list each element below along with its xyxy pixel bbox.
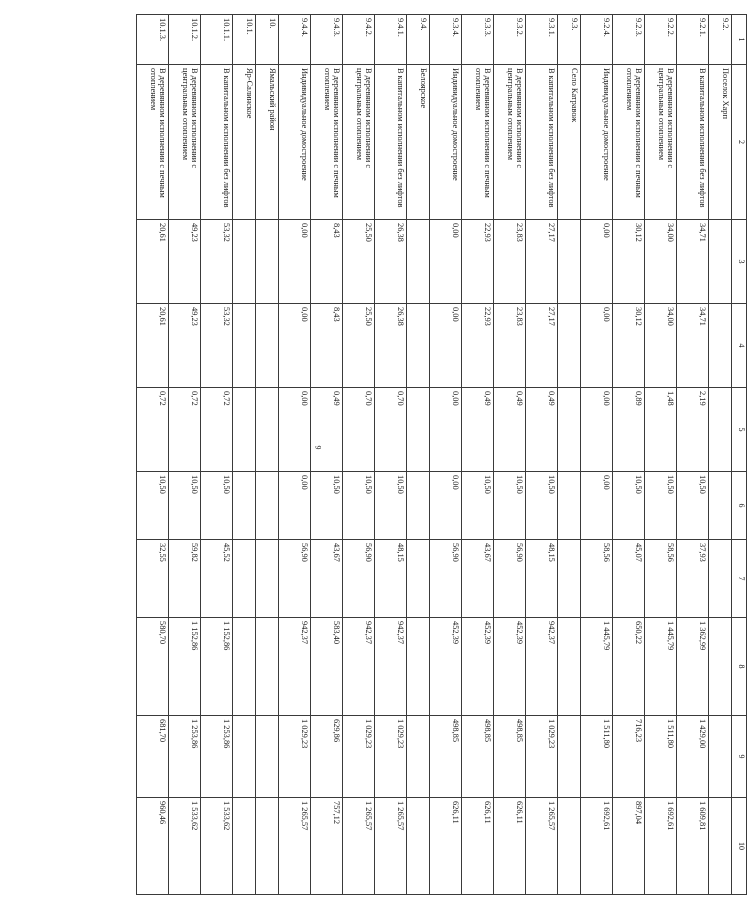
cell-col-8: 452,39 <box>462 618 494 716</box>
row-code: 9.3. <box>558 15 581 65</box>
cell-col-10: 626,11 <box>430 798 462 895</box>
cell-col-8: 942,37 <box>279 618 311 716</box>
cell-col-8: 452,39 <box>494 618 526 716</box>
cell-col-9: 1 029,23 <box>279 716 311 798</box>
table-row <box>256 15 279 895</box>
cell-col-9 <box>709 716 732 798</box>
cell-col-9 <box>256 716 279 798</box>
cell-col-4 <box>233 304 256 388</box>
cell-col-6: 0,00 <box>581 472 613 540</box>
cell-col-6: 10,50 <box>462 472 494 540</box>
cell-col-4: 0,00 <box>581 304 613 388</box>
cell-col-8: 583,40 <box>311 618 343 716</box>
row-name: Белоярское <box>407 65 430 220</box>
cell-col-10: 1 265,57 <box>279 798 311 895</box>
cell-col-7: 37,93 <box>677 540 709 618</box>
row-name: В капитальном исполнении без лифтов <box>375 65 407 220</box>
row-name: Индивидуальное домостроение <box>581 65 613 220</box>
cell-col-4: 53,32 <box>201 304 233 388</box>
cell-col-6: 10,50 <box>311 472 343 540</box>
cell-col-7 <box>256 540 279 618</box>
cell-col-4 <box>407 304 430 388</box>
rotated-table-frame <box>59 14 747 894</box>
cell-col-7: 32,55 <box>137 540 169 618</box>
cell-col-3: 49,23 <box>169 220 201 304</box>
cell-col-4: 27,17 <box>526 304 558 388</box>
cell-col-9: 681,70 <box>137 716 169 798</box>
cell-col-5: 0,49 <box>462 388 494 472</box>
row-code: 9.3.3. <box>462 15 494 65</box>
cell-col-8 <box>233 618 256 716</box>
cell-col-4: 49,23 <box>169 304 201 388</box>
row-name: Индивидуальное домостроение <box>430 65 462 220</box>
cell-col-10: 1 533,62 <box>201 798 233 895</box>
cell-col-3: 0,00 <box>581 220 613 304</box>
cell-col-4: 0,00 <box>430 304 462 388</box>
column-header-3: 3 <box>732 220 747 304</box>
cell-col-7: 43,67 <box>462 540 494 618</box>
cell-col-5: 0,49 <box>311 388 343 472</box>
table-row <box>558 15 581 895</box>
cell-col-7: 43,67 <box>311 540 343 618</box>
cell-col-6 <box>233 472 256 540</box>
cell-col-10: 897,04 <box>613 798 645 895</box>
table-row <box>169 15 201 895</box>
cell-col-9: 498,85 <box>430 716 462 798</box>
cell-col-7: 56,90 <box>494 540 526 618</box>
cell-col-10: 1 265,57 <box>343 798 375 895</box>
cell-col-6: 10,50 <box>645 472 677 540</box>
cell-col-5 <box>256 388 279 472</box>
cell-col-5: 0,49 <box>526 388 558 472</box>
row-code: 9.3.4. <box>430 15 462 65</box>
cell-col-6: 10,50 <box>343 472 375 540</box>
cell-col-5: 0,00 <box>430 388 462 472</box>
cell-col-10: 960,46 <box>137 798 169 895</box>
table-wrapper <box>59 14 747 894</box>
column-header-6: 6 <box>732 472 747 540</box>
cell-col-8: 1 152,86 <box>201 618 233 716</box>
row-name: В капитальном исполнении без лифтов <box>526 65 558 220</box>
row-code: 9.4.3. <box>311 15 343 65</box>
cell-col-9: 1 253,86 <box>169 716 201 798</box>
row-code: 9.3.1. <box>526 15 558 65</box>
column-header-1: 1 <box>732 15 747 65</box>
cell-col-10: 757,12 <box>311 798 343 895</box>
cell-col-5: 0,72 <box>169 388 201 472</box>
cell-col-7: 48,15 <box>375 540 407 618</box>
cell-col-9 <box>558 716 581 798</box>
cell-col-7: 58,56 <box>581 540 613 618</box>
cell-col-6: 10,50 <box>375 472 407 540</box>
row-code: 9.2.2. <box>645 15 677 65</box>
row-code: 9.4. <box>407 15 430 65</box>
cell-col-8: 942,37 <box>375 618 407 716</box>
cell-col-4: 20,61 <box>137 304 169 388</box>
cell-col-8: 650,22 <box>613 618 645 716</box>
cell-col-5: 0,72 <box>201 388 233 472</box>
row-name: Село Катравож <box>558 65 581 220</box>
row-code: 9.3.2. <box>494 15 526 65</box>
cell-col-3: 30,12 <box>613 220 645 304</box>
column-header-2: 2 <box>732 65 747 220</box>
cell-col-10: 626,11 <box>494 798 526 895</box>
row-name: Ямальский район <box>256 65 279 220</box>
cell-col-7: 56,90 <box>430 540 462 618</box>
table-row <box>462 15 494 895</box>
cell-col-8: 942,37 <box>526 618 558 716</box>
cell-col-4: 25,50 <box>343 304 375 388</box>
table-row <box>613 15 645 895</box>
table-row <box>709 15 732 895</box>
cell-col-4 <box>709 304 732 388</box>
cell-col-3 <box>407 220 430 304</box>
cell-col-6 <box>407 472 430 540</box>
cell-col-10: 1 265,57 <box>375 798 407 895</box>
cell-col-8: 452,39 <box>430 618 462 716</box>
row-code: 10.1.1. <box>201 15 233 65</box>
row-name: В деревянном исполнении с центральным отоплением <box>169 65 201 220</box>
cell-col-8: 942,37 <box>343 618 375 716</box>
table-row <box>279 15 311 895</box>
page-number: 9 <box>313 445 323 450</box>
cell-col-4: 8,43 <box>311 304 343 388</box>
cell-col-4: 34,71 <box>677 304 709 388</box>
cell-col-3: 20,61 <box>137 220 169 304</box>
row-name: Поселок Харп <box>709 65 732 220</box>
cell-col-10 <box>256 798 279 895</box>
tariff-table <box>136 14 747 895</box>
cell-col-4: 26,38 <box>375 304 407 388</box>
cell-col-5: 0,70 <box>375 388 407 472</box>
table-row <box>407 15 430 895</box>
cell-col-3 <box>709 220 732 304</box>
table-row <box>677 15 709 895</box>
cell-col-7 <box>558 540 581 618</box>
cell-col-9: 1 511,80 <box>581 716 613 798</box>
table-row <box>375 15 407 895</box>
table-row <box>201 15 233 895</box>
row-name: Яр-Салинское <box>233 65 256 220</box>
cell-col-9: 1 429,00 <box>677 716 709 798</box>
cell-col-10 <box>709 798 732 895</box>
table-row <box>526 15 558 895</box>
column-header-9: 9 <box>732 716 747 798</box>
column-header-8: 8 <box>732 618 747 716</box>
cell-col-8: 1 152,86 <box>169 618 201 716</box>
row-name: В деревянном исполнении с центральным отоплением <box>645 65 677 220</box>
cell-col-6: 10,50 <box>169 472 201 540</box>
cell-col-3: 34,00 <box>645 220 677 304</box>
cell-col-9: 1 029,23 <box>343 716 375 798</box>
cell-col-9: 1 253,86 <box>201 716 233 798</box>
cell-col-9 <box>233 716 256 798</box>
cell-col-3: 53,32 <box>201 220 233 304</box>
cell-col-4: 30,12 <box>613 304 645 388</box>
row-name: В деревянном исполнении с печным отоплением <box>311 65 343 220</box>
cell-col-4: 22,93 <box>462 304 494 388</box>
cell-col-5 <box>709 388 732 472</box>
row-name: В деревянном исполнении с печным отоплением <box>462 65 494 220</box>
column-header-5: 5 <box>732 388 747 472</box>
cell-col-3: 8,43 <box>311 220 343 304</box>
row-code: 10.1. <box>233 15 256 65</box>
cell-col-6: 0,00 <box>279 472 311 540</box>
cell-col-3 <box>558 220 581 304</box>
table-row <box>581 15 613 895</box>
row-name: В капитальном исполнении без лифтов <box>677 65 709 220</box>
cell-col-5 <box>558 388 581 472</box>
table-row <box>430 15 462 895</box>
column-header-10: 10 <box>732 798 747 895</box>
cell-col-10: 626,11 <box>462 798 494 895</box>
cell-col-8 <box>709 618 732 716</box>
row-name: В деревянном исполнении с печным отоплением <box>137 65 169 220</box>
table-row <box>137 15 169 895</box>
cell-col-4: 23,83 <box>494 304 526 388</box>
cell-col-3: 27,17 <box>526 220 558 304</box>
column-header-7: 7 <box>732 540 747 618</box>
cell-col-3: 23,83 <box>494 220 526 304</box>
cell-col-7: 56,90 <box>279 540 311 618</box>
cell-col-10: 1 265,57 <box>526 798 558 895</box>
cell-col-6: 10,50 <box>677 472 709 540</box>
cell-col-6 <box>558 472 581 540</box>
cell-col-7: 56,90 <box>343 540 375 618</box>
row-code: 10.1.2. <box>169 15 201 65</box>
cell-col-10: 1 533,62 <box>169 798 201 895</box>
header-row <box>732 15 747 895</box>
cell-col-6: 10,50 <box>137 472 169 540</box>
cell-col-4: 0,00 <box>279 304 311 388</box>
cell-col-5 <box>233 388 256 472</box>
row-code: 10.1.3. <box>137 15 169 65</box>
cell-col-7: 58,56 <box>645 540 677 618</box>
cell-col-10 <box>407 798 430 895</box>
cell-col-8: 1 445,79 <box>581 618 613 716</box>
cell-col-4: 34,00 <box>645 304 677 388</box>
cell-col-3 <box>256 220 279 304</box>
cell-col-9 <box>407 716 430 798</box>
table-row <box>494 15 526 895</box>
cell-col-6: 10,50 <box>494 472 526 540</box>
cell-col-8: 580,70 <box>137 618 169 716</box>
row-code: 9.2. <box>709 15 732 65</box>
cell-col-9: 498,85 <box>462 716 494 798</box>
cell-col-9: 629,86 <box>311 716 343 798</box>
table-body <box>137 15 732 895</box>
cell-col-10 <box>558 798 581 895</box>
cell-col-5: 0,89 <box>613 388 645 472</box>
cell-col-9: 1 029,23 <box>526 716 558 798</box>
row-code: 9.4.1. <box>375 15 407 65</box>
cell-col-6 <box>256 472 279 540</box>
cell-col-3: 25,50 <box>343 220 375 304</box>
row-name: В деревянном исполнении с центральным отоплением <box>343 65 375 220</box>
cell-col-9: 498,85 <box>494 716 526 798</box>
cell-col-6 <box>709 472 732 540</box>
cell-col-5: 0,00 <box>279 388 311 472</box>
cell-col-3: 22,93 <box>462 220 494 304</box>
table-row <box>233 15 256 895</box>
row-name: Индивидуальное домостроение <box>279 65 311 220</box>
row-name: В деревянном исполнении с центральным отоплением <box>494 65 526 220</box>
cell-col-5 <box>407 388 430 472</box>
cell-col-7: 45,07 <box>613 540 645 618</box>
cell-col-10: 1 692,61 <box>645 798 677 895</box>
cell-col-10: 1 609,81 <box>677 798 709 895</box>
cell-col-3: 26,38 <box>375 220 407 304</box>
cell-col-10 <box>233 798 256 895</box>
cell-col-7 <box>407 540 430 618</box>
cell-col-8: 1 362,99 <box>677 618 709 716</box>
cell-col-10: 1 692,61 <box>581 798 613 895</box>
cell-col-5: 0,70 <box>343 388 375 472</box>
table-row <box>645 15 677 895</box>
cell-col-5: 0,49 <box>494 388 526 472</box>
cell-col-5: 2,19 <box>677 388 709 472</box>
cell-col-5: 0,00 <box>581 388 613 472</box>
cell-col-7 <box>709 540 732 618</box>
cell-col-8: 1 445,79 <box>645 618 677 716</box>
cell-col-7: 59,82 <box>169 540 201 618</box>
row-code: 9.4.4. <box>279 15 311 65</box>
cell-col-4 <box>558 304 581 388</box>
cell-col-5: 1,48 <box>645 388 677 472</box>
row-code: 9.2.3. <box>613 15 645 65</box>
cell-col-6: 10,50 <box>526 472 558 540</box>
row-code: 9.2.4. <box>581 15 613 65</box>
cell-col-6: 10,50 <box>201 472 233 540</box>
cell-col-3: 34,71 <box>677 220 709 304</box>
cell-col-4 <box>256 304 279 388</box>
cell-col-7 <box>233 540 256 618</box>
cell-col-9: 716,23 <box>613 716 645 798</box>
cell-col-8 <box>256 618 279 716</box>
cell-col-3: 0,00 <box>430 220 462 304</box>
cell-col-9: 1 511,80 <box>645 716 677 798</box>
cell-col-8 <box>407 618 430 716</box>
table-row <box>311 15 343 895</box>
cell-col-5: 0,72 <box>137 388 169 472</box>
row-code: 10. <box>256 15 279 65</box>
row-code: 9.2.1. <box>677 15 709 65</box>
row-name: В капитальном исполнении без лифтов <box>201 65 233 220</box>
cell-col-3: 0,00 <box>279 220 311 304</box>
table-row <box>343 15 375 895</box>
cell-col-8 <box>558 618 581 716</box>
cell-col-6: 10,50 <box>613 472 645 540</box>
cell-col-9: 1 029,23 <box>375 716 407 798</box>
column-header-4: 4 <box>732 304 747 388</box>
row-name: В деревянном исполнении с печным отоплением <box>613 65 645 220</box>
cell-col-7: 48,15 <box>526 540 558 618</box>
cell-col-6: 0,00 <box>430 472 462 540</box>
row-code: 9.4.2. <box>343 15 375 65</box>
cell-col-7: 45,52 <box>201 540 233 618</box>
cell-col-3 <box>233 220 256 304</box>
